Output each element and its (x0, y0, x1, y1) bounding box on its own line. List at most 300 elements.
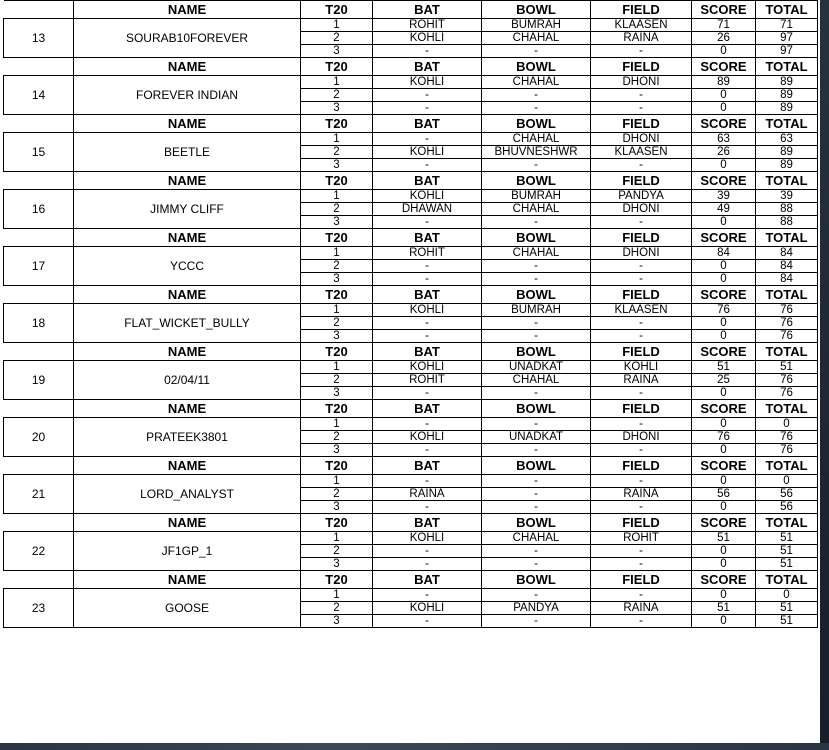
field-cell: KLAASEN (591, 304, 692, 317)
team-name: YCCC (74, 247, 301, 286)
bat-cell: KOHLI (373, 602, 482, 615)
header-bowl: BOWL (482, 400, 591, 418)
header-name: NAME (74, 115, 301, 133)
score-cell: 0 (692, 615, 756, 628)
header-field: FIELD (591, 115, 692, 133)
header-blank-cell (4, 58, 74, 76)
total-cell: 88 (756, 203, 818, 216)
header-row (4, 172, 818, 190)
total-cell: 89 (756, 102, 818, 115)
t20-cell: 1 (301, 532, 373, 545)
t20-cell: 1 (301, 304, 373, 317)
bat-cell: KOHLI (373, 361, 482, 374)
bat-cell: - (373, 273, 482, 286)
field-cell: - (591, 216, 692, 229)
bowl-cell: - (482, 444, 591, 457)
team-match-row (4, 304, 818, 317)
header-field: FIELD (591, 514, 692, 532)
header-bat: BAT (373, 1, 482, 19)
total-cell: 51 (756, 558, 818, 571)
team-number: 20 (4, 418, 74, 457)
header-score: SCORE (692, 229, 756, 247)
field-cell: - (591, 102, 692, 115)
header-bowl: BOWL (482, 1, 591, 19)
bat-cell: KOHLI (373, 304, 482, 317)
header-total: TOTAL (756, 115, 818, 133)
team-number: 13 (4, 19, 74, 58)
bat-cell: - (373, 558, 482, 571)
team-match-row (4, 133, 818, 146)
header-score: SCORE (692, 514, 756, 532)
team-number: 23 (4, 589, 74, 628)
bowl-cell: CHAHAL (482, 532, 591, 545)
bowl-cell: - (482, 589, 591, 602)
field-cell: KOHLI (591, 361, 692, 374)
score-cell: 51 (692, 532, 756, 545)
total-cell: 84 (756, 247, 818, 260)
field-cell: - (591, 330, 692, 343)
bat-cell: KOHLI (373, 32, 482, 45)
bowl-cell: CHAHAL (482, 247, 591, 260)
field-cell: KLAASEN (591, 19, 692, 32)
team-name: JF1GP_1 (74, 532, 301, 571)
score-cell: 0 (692, 418, 756, 431)
team-match-row (4, 76, 818, 89)
header-total: TOTAL (756, 286, 818, 304)
bowl-cell: CHAHAL (482, 76, 591, 89)
header-bat: BAT (373, 343, 482, 361)
scrollbar[interactable] (820, 0, 829, 750)
t20-cell: 3 (301, 501, 373, 514)
header-field: FIELD (591, 571, 692, 589)
team-match-row (4, 475, 818, 488)
header-blank-cell (4, 286, 74, 304)
score-cell: 0 (692, 330, 756, 343)
bat-cell: - (373, 133, 482, 146)
header-field: FIELD (591, 286, 692, 304)
bowl-cell: CHAHAL (482, 133, 591, 146)
t20-cell: 2 (301, 203, 373, 216)
total-cell: 51 (756, 532, 818, 545)
team-name: LORD_ANALYST (74, 475, 301, 514)
header-row (4, 457, 818, 475)
field-cell: DHONI (591, 133, 692, 146)
header-total: TOTAL (756, 229, 818, 247)
score-cell: 0 (692, 387, 756, 400)
t20-cell: 3 (301, 102, 373, 115)
header-name: NAME (74, 514, 301, 532)
t20-cell: 1 (301, 589, 373, 602)
bowl-cell: UNADKAT (482, 431, 591, 444)
field-cell: DHONI (591, 247, 692, 260)
score-cell: 0 (692, 501, 756, 514)
field-cell: - (591, 475, 692, 488)
bowl-cell: - (482, 159, 591, 172)
field-cell: - (591, 317, 692, 330)
header-field: FIELD (591, 400, 692, 418)
team-match-row (4, 589, 818, 602)
header-total: TOTAL (756, 457, 818, 475)
t20-cell: 2 (301, 146, 373, 159)
total-cell: 89 (756, 76, 818, 89)
header-bat: BAT (373, 115, 482, 133)
bat-cell: - (373, 317, 482, 330)
score-cell: 84 (692, 247, 756, 260)
header-total: TOTAL (756, 571, 818, 589)
header-blank-cell (4, 172, 74, 190)
t20-cell: 2 (301, 32, 373, 45)
field-cell: - (591, 418, 692, 431)
bat-cell: - (373, 159, 482, 172)
t20-cell: 3 (301, 387, 373, 400)
team-number: 21 (4, 475, 74, 514)
total-cell: 0 (756, 589, 818, 602)
scores-table-body (4, 1, 818, 628)
bat-cell: ROHIT (373, 247, 482, 260)
header-name: NAME (74, 457, 301, 475)
score-cell: 76 (692, 304, 756, 317)
team-name: BEETLE (74, 133, 301, 172)
header-name: NAME (74, 286, 301, 304)
bat-cell: - (373, 501, 482, 514)
score-cell: 0 (692, 45, 756, 58)
team-name: SOURAB10FOREVER (74, 19, 301, 58)
t20-cell: 3 (301, 273, 373, 286)
score-cell: 76 (692, 431, 756, 444)
total-cell: 97 (756, 45, 818, 58)
header-blank-cell (4, 115, 74, 133)
header-row (4, 229, 818, 247)
header-field: FIELD (591, 457, 692, 475)
total-cell: 51 (756, 615, 818, 628)
team-number: 14 (4, 76, 74, 115)
score-cell: 0 (692, 216, 756, 229)
bowl-cell: CHAHAL (482, 203, 591, 216)
team-name: GOOSE (74, 589, 301, 628)
header-name: NAME (74, 229, 301, 247)
scores-table (3, 0, 818, 628)
total-cell: 39 (756, 190, 818, 203)
header-name: NAME (74, 400, 301, 418)
header-field: FIELD (591, 58, 692, 76)
header-bowl: BOWL (482, 571, 591, 589)
team-name: JIMMY CLIFF (74, 190, 301, 229)
score-cell: 0 (692, 558, 756, 571)
bat-cell: - (373, 545, 482, 558)
t20-cell: 1 (301, 418, 373, 431)
bat-cell: - (373, 102, 482, 115)
team-number: 19 (4, 361, 74, 400)
header-row (4, 286, 818, 304)
field-cell: - (591, 273, 692, 286)
header-field: FIELD (591, 229, 692, 247)
header-row (4, 571, 818, 589)
header-name: NAME (74, 1, 301, 19)
bat-cell: - (373, 418, 482, 431)
header-bat: BAT (373, 172, 482, 190)
field-cell: RAINA (591, 488, 692, 501)
t20-cell: 1 (301, 19, 373, 32)
t20-cell: 1 (301, 247, 373, 260)
bat-cell: KOHLI (373, 146, 482, 159)
t20-cell: 2 (301, 602, 373, 615)
header-total: TOTAL (756, 172, 818, 190)
bowl-cell: BUMRAH (482, 19, 591, 32)
field-cell: RAINA (591, 32, 692, 45)
bowl-cell: - (482, 387, 591, 400)
bat-cell: - (373, 330, 482, 343)
t20-cell: 2 (301, 89, 373, 102)
bat-cell: - (373, 475, 482, 488)
header-bowl: BOWL (482, 514, 591, 532)
header-bowl: BOWL (482, 457, 591, 475)
bat-cell: - (373, 615, 482, 628)
t20-cell: 1 (301, 361, 373, 374)
bowl-cell: CHAHAL (482, 374, 591, 387)
total-cell: 76 (756, 304, 818, 317)
bat-cell: - (373, 89, 482, 102)
bowl-cell: BUMRAH (482, 190, 591, 203)
total-cell: 51 (756, 361, 818, 374)
field-cell: - (591, 89, 692, 102)
field-cell: ROHIT (591, 532, 692, 545)
field-cell: DHONI (591, 76, 692, 89)
field-cell: DHONI (591, 431, 692, 444)
team-number: 16 (4, 190, 74, 229)
t20-cell: 3 (301, 159, 373, 172)
total-cell: 76 (756, 444, 818, 457)
bowl-cell: - (482, 330, 591, 343)
header-bowl: BOWL (482, 58, 591, 76)
t20-cell: 3 (301, 216, 373, 229)
bat-cell: - (373, 45, 482, 58)
header-t20: T20 (301, 343, 373, 361)
header-blank-cell (4, 1, 74, 19)
header-row (4, 115, 818, 133)
field-cell: - (591, 387, 692, 400)
total-cell: 76 (756, 387, 818, 400)
field-cell: - (591, 260, 692, 273)
score-cell: 25 (692, 374, 756, 387)
score-cell: 0 (692, 273, 756, 286)
total-cell: 63 (756, 133, 818, 146)
team-number: 22 (4, 532, 74, 571)
field-cell: - (591, 444, 692, 457)
score-cell: 49 (692, 203, 756, 216)
team-match-row (4, 19, 818, 32)
header-row (4, 58, 818, 76)
team-name: FOREVER INDIAN (74, 76, 301, 115)
bowl-cell: - (482, 317, 591, 330)
header-bat: BAT (373, 571, 482, 589)
total-cell: 51 (756, 545, 818, 558)
t20-cell: 1 (301, 76, 373, 89)
bat-cell: - (373, 260, 482, 273)
header-t20: T20 (301, 172, 373, 190)
total-cell: 89 (756, 89, 818, 102)
field-cell: - (591, 501, 692, 514)
t20-cell: 2 (301, 317, 373, 330)
total-cell: 0 (756, 475, 818, 488)
t20-cell: 2 (301, 260, 373, 273)
t20-cell: 2 (301, 545, 373, 558)
team-match-row (4, 247, 818, 260)
total-cell: 71 (756, 19, 818, 32)
bowl-cell: BUMRAH (482, 304, 591, 317)
total-cell: 76 (756, 330, 818, 343)
header-row (4, 400, 818, 418)
header-name: NAME (74, 172, 301, 190)
score-cell: 0 (692, 475, 756, 488)
score-cell: 39 (692, 190, 756, 203)
header-score: SCORE (692, 457, 756, 475)
header-total: TOTAL (756, 400, 818, 418)
header-row (4, 514, 818, 532)
header-t20: T20 (301, 457, 373, 475)
header-name: NAME (74, 343, 301, 361)
header-name: NAME (74, 58, 301, 76)
bowl-cell: - (482, 45, 591, 58)
t20-cell: 3 (301, 558, 373, 571)
score-cell: 51 (692, 602, 756, 615)
bowl-cell: BHUVNESHWR (482, 146, 591, 159)
score-cell: 0 (692, 444, 756, 457)
team-name: 02/04/11 (74, 361, 301, 400)
score-cell: 0 (692, 89, 756, 102)
total-cell: 0 (756, 418, 818, 431)
t20-cell: 1 (301, 475, 373, 488)
header-bowl: BOWL (482, 115, 591, 133)
header-blank-cell (4, 400, 74, 418)
header-t20: T20 (301, 514, 373, 532)
field-cell: - (591, 589, 692, 602)
bat-cell: KOHLI (373, 190, 482, 203)
header-field: FIELD (591, 343, 692, 361)
header-blank-cell (4, 343, 74, 361)
field-cell: RAINA (591, 374, 692, 387)
total-cell: 84 (756, 260, 818, 273)
header-score: SCORE (692, 115, 756, 133)
t20-cell: 2 (301, 374, 373, 387)
total-cell: 51 (756, 602, 818, 615)
bowl-cell: - (482, 545, 591, 558)
t20-cell: 3 (301, 330, 373, 343)
header-field: FIELD (591, 1, 692, 19)
field-cell: DHONI (591, 203, 692, 216)
team-name: FLAT_WICKET_BULLY (74, 304, 301, 343)
header-bowl: BOWL (482, 229, 591, 247)
bat-cell: - (373, 216, 482, 229)
bat-cell: KOHLI (373, 76, 482, 89)
field-cell: KLAASEN (591, 146, 692, 159)
bat-cell: ROHIT (373, 374, 482, 387)
team-name: PRATEEK3801 (74, 418, 301, 457)
header-blank-cell (4, 571, 74, 589)
t20-cell: 1 (301, 190, 373, 203)
header-bat: BAT (373, 457, 482, 475)
bowl-cell: - (482, 260, 591, 273)
score-cell: 26 (692, 146, 756, 159)
header-field: FIELD (591, 172, 692, 190)
header-t20: T20 (301, 571, 373, 589)
bat-cell: - (373, 387, 482, 400)
header-t20: T20 (301, 286, 373, 304)
team-match-row (4, 190, 818, 203)
header-bat: BAT (373, 286, 482, 304)
header-score: SCORE (692, 286, 756, 304)
field-cell: - (591, 159, 692, 172)
bat-cell: RAINA (373, 488, 482, 501)
score-cell: 71 (692, 19, 756, 32)
score-cell: 26 (692, 32, 756, 45)
bowl-cell: - (482, 89, 591, 102)
total-cell: 84 (756, 273, 818, 286)
score-cell: 63 (692, 133, 756, 146)
header-blank-cell (4, 229, 74, 247)
score-cell: 0 (692, 317, 756, 330)
field-cell: PANDYA (591, 190, 692, 203)
header-bowl: BOWL (482, 172, 591, 190)
header-total: TOTAL (756, 1, 818, 19)
team-number: 18 (4, 304, 74, 343)
header-t20: T20 (301, 400, 373, 418)
score-cell: 0 (692, 102, 756, 115)
field-cell: - (591, 615, 692, 628)
total-cell: 76 (756, 431, 818, 444)
team-match-row (4, 532, 818, 545)
header-bowl: BOWL (482, 343, 591, 361)
team-match-row (4, 418, 818, 431)
total-cell: 56 (756, 501, 818, 514)
field-cell: - (591, 558, 692, 571)
header-blank-cell (4, 457, 74, 475)
header-total: TOTAL (756, 343, 818, 361)
header-bat: BAT (373, 58, 482, 76)
bowl-cell: - (482, 418, 591, 431)
bowl-cell: - (482, 102, 591, 115)
header-row (4, 1, 818, 19)
bat-cell: ROHIT (373, 19, 482, 32)
bat-cell: KOHLI (373, 532, 482, 545)
header-bat: BAT (373, 514, 482, 532)
bat-cell: DHAWAN (373, 203, 482, 216)
score-cell: 0 (692, 545, 756, 558)
header-total: TOTAL (756, 514, 818, 532)
bat-cell: KOHLI (373, 431, 482, 444)
header-score: SCORE (692, 1, 756, 19)
field-cell: RAINA (591, 602, 692, 615)
total-cell: 76 (756, 374, 818, 387)
header-score: SCORE (692, 172, 756, 190)
score-cell: 56 (692, 488, 756, 501)
t20-cell: 3 (301, 45, 373, 58)
bowl-cell: - (482, 488, 591, 501)
field-cell: - (591, 545, 692, 558)
total-cell: 97 (756, 32, 818, 45)
field-cell: - (591, 45, 692, 58)
total-cell: 88 (756, 216, 818, 229)
header-blank-cell (4, 514, 74, 532)
bowl-cell: - (482, 273, 591, 286)
t20-cell: 3 (301, 615, 373, 628)
bowl-cell: PANDYA (482, 602, 591, 615)
t20-cell: 2 (301, 431, 373, 444)
header-name: NAME (74, 571, 301, 589)
header-score: SCORE (692, 400, 756, 418)
header-row (4, 343, 818, 361)
bowl-cell: - (482, 615, 591, 628)
bowl-cell: UNADKAT (482, 361, 591, 374)
